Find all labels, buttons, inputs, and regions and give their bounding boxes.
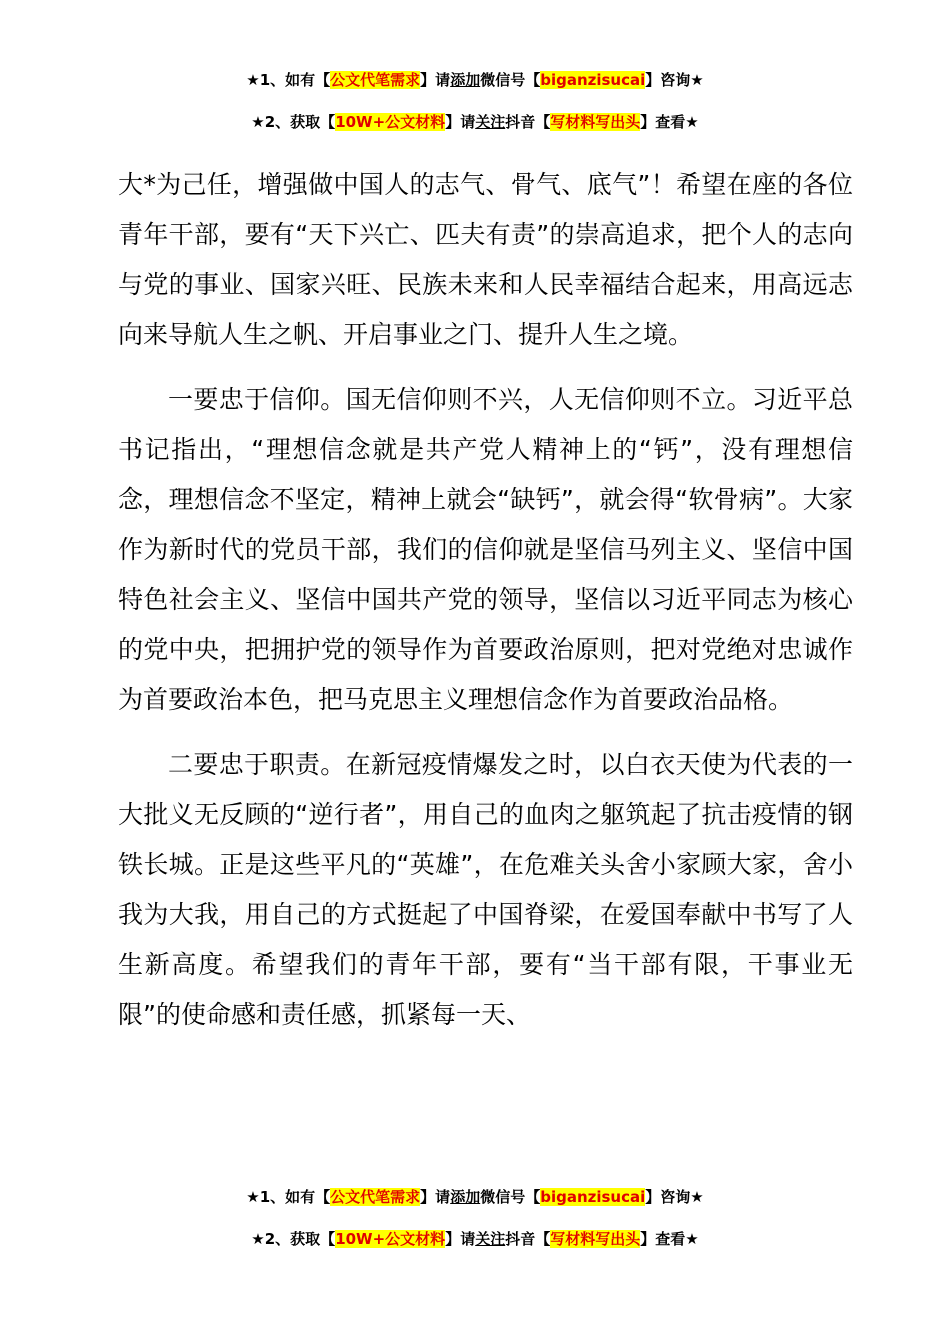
banner-text: 】查看★ bbox=[640, 1230, 699, 1248]
banner-highlight: biganzisucai bbox=[540, 71, 646, 89]
banner-text: 】请 bbox=[420, 71, 451, 89]
body-paragraph: 一要忠于信仰。国无信仰则不兴，人无信仰则不立。习近平总书记指出，“理想信念就是共产党人精神上的“钙”，没有理想信念，理想信念不坚定，精神上就会“缺钙”，就会得“软骨病”。大家作为新时代的党员干部，我们的信仰就是坚信马列主义、坚信中国特色社会主义、坚信中国共产党的领导，坚信以习近平同志为核心的党中央，把拥护党的领导作为首要政治原则，把对党绝对忠诚作为首要政治本色，把马克思主义理想信念作为首要政治品格。 bbox=[118, 385, 853, 714]
banner-underlined-text: 关注 bbox=[475, 1230, 506, 1248]
banner-highlight: 10W+公文材料 bbox=[335, 1230, 446, 1248]
banner-underlined-text: 添加 bbox=[450, 1188, 481, 1206]
banner-highlight: 公文代笔需求 bbox=[330, 1188, 421, 1206]
banner-text: 】咨询★ bbox=[645, 71, 704, 89]
footer-banner-line-2 bbox=[0, 1228, 950, 1250]
banner-text: 】咨询★ bbox=[645, 1188, 704, 1206]
banner-text: 抖音【 bbox=[505, 113, 551, 131]
banner-highlight: 写材料写出头 bbox=[550, 1230, 641, 1248]
banner-underlined-text: 添加 bbox=[450, 71, 481, 89]
banner-highlight: 公文代笔需求 bbox=[330, 71, 421, 89]
header-banner-line-1 bbox=[0, 69, 950, 91]
body-paragraph: 大*为己任，增强做中国人的志气、骨气、底气”！希望在座的各位青年干部，要有“天下兴亡、匹夫有责”的崇高追求，把个人的志向与党的事业、国家兴旺、民族未来和人民幸福结合起来，用高远志向来导航人生之帆、开启事业之门、提升人生之境。 bbox=[118, 170, 853, 349]
banner-highlight: biganzisucai bbox=[540, 1188, 646, 1206]
document-body bbox=[118, 160, 853, 1040]
header-banner-line-2 bbox=[0, 111, 950, 133]
banner-text: 抖音【 bbox=[505, 1230, 551, 1248]
banner-underlined-text: 关注 bbox=[475, 113, 506, 131]
banner-text: 】请 bbox=[445, 1230, 476, 1248]
banner-text: 微信号【 bbox=[480, 1188, 541, 1206]
banner-text: 微信号【 bbox=[480, 71, 541, 89]
banner-text: 】查看★ bbox=[640, 113, 699, 131]
footer-banner-line-1 bbox=[0, 1186, 950, 1208]
banner-text: ★1、如有【 bbox=[246, 71, 331, 89]
body-paragraph: 二要忠于职责。在新冠疫情爆发之时，以白衣天使为代表的一大批义无反顾的“逆行者”，用自己的血肉之躯筑起了抗击疫情的钢铁长城。正是这些平凡的“英雄”，在危难关头舍小家顾大家，舍小我为大我，用自己的方式挺起了中国脊梁，在爱国奉献中书写了人生新高度。希望我们的青年干部，要有“当干部有限，干事业无限”的使命感和责任感，抓紧每一天、 bbox=[118, 750, 853, 1029]
banner-highlight: 10W+公文材料 bbox=[335, 113, 446, 131]
banner-highlight: 写材料写出头 bbox=[550, 113, 641, 131]
banner-text: ★2、获取【 bbox=[251, 1230, 336, 1248]
banner-text: ★2、获取【 bbox=[251, 113, 336, 131]
banner-text: ★1、如有【 bbox=[246, 1188, 331, 1206]
banner-text: 】请 bbox=[445, 113, 476, 131]
banner-text: 】请 bbox=[420, 1188, 451, 1206]
